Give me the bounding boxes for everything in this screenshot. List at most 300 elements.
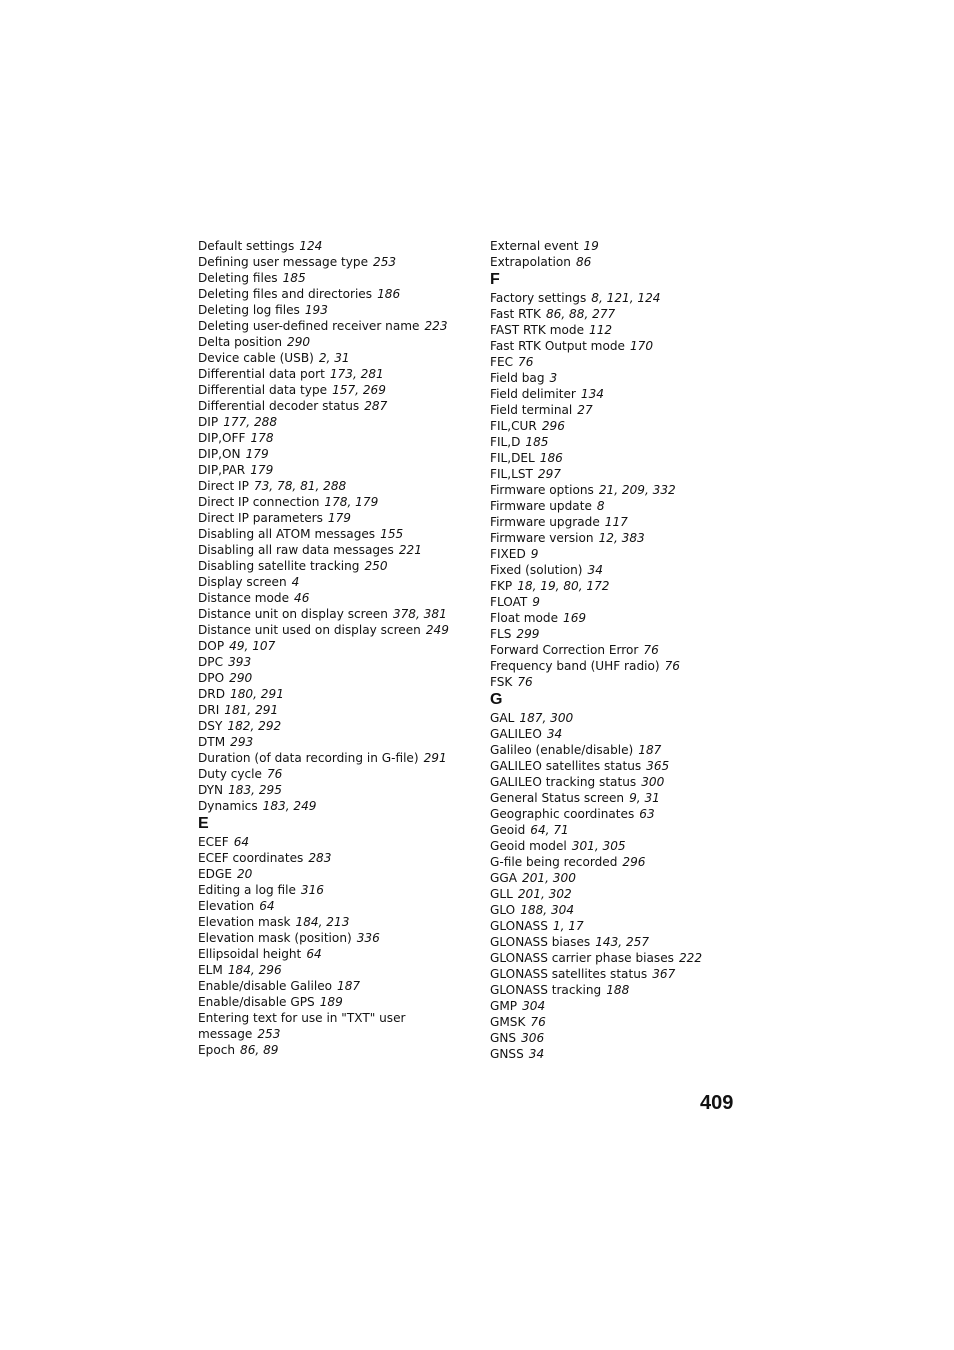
index-term: Geoid bbox=[490, 823, 526, 837]
page-references: 76 bbox=[518, 355, 534, 369]
index-term: DOP bbox=[198, 639, 225, 653]
page-references: 178, 179 bbox=[324, 495, 379, 509]
index-term: GLL bbox=[490, 887, 513, 901]
index-term: Firmware upgrade bbox=[490, 515, 600, 529]
page-references: 1, 17 bbox=[552, 919, 584, 933]
page-references: 12, 383 bbox=[598, 531, 645, 545]
index-entry bbox=[198, 638, 448, 654]
page-references: 76 bbox=[517, 675, 533, 689]
index-entry bbox=[198, 1010, 448, 1042]
index-term: FSK bbox=[490, 675, 513, 689]
page-references: 184, 296 bbox=[227, 963, 282, 977]
index-term: Device cable (USB) bbox=[198, 351, 314, 365]
index-entry bbox=[490, 982, 750, 998]
index-entry bbox=[198, 686, 448, 702]
index-column-right bbox=[490, 238, 750, 1062]
index-entry bbox=[198, 238, 448, 254]
page-references: 221 bbox=[398, 543, 422, 557]
page-references: 189 bbox=[319, 995, 343, 1009]
index-term: GGA bbox=[490, 871, 518, 885]
page-references: 169 bbox=[563, 611, 587, 625]
section-heading-f: F bbox=[490, 271, 500, 288]
section-heading-e: E bbox=[198, 815, 209, 832]
page-references: 283 bbox=[308, 851, 332, 865]
index-term: Dynamics bbox=[198, 799, 258, 813]
index-entry bbox=[198, 898, 448, 914]
page-references: 188, 304 bbox=[520, 903, 575, 917]
index-term: GLONASS satellites status bbox=[490, 967, 648, 981]
page-references: 18, 19, 80, 172 bbox=[517, 579, 610, 593]
page-references: 187, 300 bbox=[519, 711, 574, 725]
index-entry bbox=[198, 718, 448, 734]
index-entry bbox=[490, 354, 750, 370]
page-references: 64 bbox=[306, 947, 322, 961]
index-entry bbox=[490, 450, 750, 466]
page-references: 367 bbox=[652, 967, 676, 981]
page-references: 143, 257 bbox=[595, 935, 650, 949]
index-entry bbox=[198, 622, 448, 638]
index-entry bbox=[198, 302, 448, 318]
page-references: 250 bbox=[364, 559, 388, 573]
index-term: FIL,LST bbox=[490, 467, 533, 481]
page-references: 293 bbox=[230, 735, 254, 749]
page-references: 76 bbox=[664, 659, 680, 673]
page-references: 183, 295 bbox=[228, 783, 282, 797]
index-entry bbox=[198, 798, 448, 814]
index-entry bbox=[198, 318, 448, 334]
index-term: Display screen bbox=[198, 575, 287, 589]
page-references: 179 bbox=[245, 447, 269, 461]
index-term: Deleting files and directories bbox=[198, 287, 373, 301]
index-entry bbox=[490, 434, 750, 450]
index-term: GLONASS carrier phase biases bbox=[490, 951, 674, 965]
index-entry bbox=[490, 306, 750, 322]
index-term: DIP bbox=[198, 415, 219, 429]
index-entry bbox=[490, 726, 750, 742]
index-entry bbox=[198, 850, 448, 866]
index-term: Firmware options bbox=[490, 483, 594, 497]
index-entry bbox=[490, 290, 750, 306]
page-references: 186 bbox=[539, 451, 563, 465]
index-term: Float mode bbox=[490, 611, 559, 625]
index-entry bbox=[198, 978, 448, 994]
index-term: GALILEO bbox=[490, 727, 542, 741]
page-references: 21, 209, 332 bbox=[598, 483, 676, 497]
index-entry bbox=[490, 626, 750, 642]
index-entry bbox=[490, 1014, 750, 1030]
page-references: 316 bbox=[300, 883, 325, 897]
index-entry bbox=[198, 734, 448, 750]
page-references: 180, 291 bbox=[230, 687, 284, 701]
index-entry bbox=[198, 414, 448, 430]
index-entry bbox=[198, 930, 448, 946]
index-term: External event bbox=[490, 239, 579, 253]
page-references: 178 bbox=[250, 431, 274, 445]
index-entry bbox=[490, 370, 750, 386]
index-entry bbox=[198, 382, 448, 398]
index-term: Firmware version bbox=[490, 531, 594, 545]
index-entry bbox=[198, 1042, 448, 1058]
index-entry bbox=[198, 882, 448, 898]
index-entry bbox=[198, 334, 448, 350]
index-term: GMP bbox=[490, 999, 518, 1013]
page-references: 49, 107 bbox=[229, 639, 276, 653]
index-term: Epoch bbox=[198, 1043, 236, 1057]
index-term: FLOAT bbox=[490, 595, 528, 609]
index-term: Distance unit used on display screen bbox=[198, 623, 421, 637]
index-entry bbox=[490, 758, 750, 774]
page-references: 187 bbox=[337, 979, 361, 993]
index-term: Deleting files bbox=[198, 271, 278, 285]
index-term: Forward Correction Error bbox=[490, 643, 639, 657]
index-entry bbox=[490, 918, 750, 934]
index-term: Distance unit on display screen bbox=[198, 607, 388, 621]
index-term: Direct IP bbox=[198, 479, 249, 493]
index-entry bbox=[490, 774, 750, 790]
index-term: Enable/disable GPS bbox=[198, 995, 315, 1009]
index-entry bbox=[198, 542, 448, 558]
page-references: 300 bbox=[641, 775, 665, 789]
page-references: 183, 249 bbox=[262, 799, 317, 813]
page-references: 20 bbox=[236, 867, 253, 881]
index-term: DPO bbox=[198, 671, 225, 685]
index-entry bbox=[198, 462, 448, 478]
index-entry bbox=[490, 254, 750, 270]
index-entry bbox=[490, 546, 750, 562]
index-entry bbox=[490, 610, 750, 626]
index-entry bbox=[490, 806, 750, 822]
index-entry bbox=[490, 1046, 750, 1062]
index-entry bbox=[490, 642, 750, 658]
index-entry bbox=[198, 574, 448, 590]
index-term: Defining user message type bbox=[198, 255, 369, 269]
page-references: 134 bbox=[580, 387, 604, 401]
page-references: 8, 121, 124 bbox=[591, 291, 661, 305]
index-term: DPC bbox=[198, 655, 224, 669]
index-term: Fast RTK Output mode bbox=[490, 339, 625, 353]
page-references: 185 bbox=[525, 435, 549, 449]
index-entry bbox=[490, 966, 750, 982]
index-term: Entering text for use in "TXT" user message bbox=[198, 1011, 406, 1041]
index-term: Duty cycle bbox=[198, 767, 262, 781]
page-references: 186 bbox=[377, 287, 401, 301]
index-entry bbox=[490, 886, 750, 902]
index-term: GALILEO satellites status bbox=[490, 759, 642, 773]
index-term: Fixed (solution) bbox=[490, 563, 583, 577]
page-references: 193 bbox=[304, 303, 328, 317]
index-entry bbox=[490, 658, 750, 674]
page-references: 296 bbox=[541, 419, 565, 433]
index-term: Differential data type bbox=[198, 383, 328, 397]
page-references: 8 bbox=[596, 499, 605, 513]
index-term: FIL,CUR bbox=[490, 419, 537, 433]
page-references: 185 bbox=[282, 271, 306, 285]
page-references: 76 bbox=[643, 643, 659, 657]
index-term: ELM bbox=[198, 963, 223, 977]
index-term: GLO bbox=[490, 903, 516, 917]
page-references: 73, 78, 81, 288 bbox=[253, 479, 347, 493]
index-term: Disabling all ATOM messages bbox=[198, 527, 376, 541]
index-entry bbox=[490, 238, 750, 254]
page-references: 64 bbox=[259, 899, 275, 913]
index-entry bbox=[490, 674, 750, 690]
page-references: 170 bbox=[629, 339, 654, 353]
page-references: 46 bbox=[294, 591, 310, 605]
index-entry bbox=[490, 578, 750, 594]
index-term: Direct IP parameters bbox=[198, 511, 323, 525]
page-references: 290 bbox=[229, 671, 253, 685]
index-term: EDGE bbox=[198, 867, 232, 881]
page-references: 76 bbox=[266, 767, 283, 781]
page-references: 157, 269 bbox=[332, 383, 386, 397]
index-term: DYN bbox=[198, 783, 224, 797]
index-entry bbox=[490, 934, 750, 950]
index-term: DSY bbox=[198, 719, 223, 733]
page-references: 177, 288 bbox=[223, 415, 278, 429]
index-term: Frequency band (UHF radio) bbox=[490, 659, 660, 673]
index-entry bbox=[490, 594, 750, 610]
index-entry bbox=[490, 838, 750, 854]
index-term: DIP,OFF bbox=[198, 431, 246, 445]
index-column-left bbox=[198, 238, 448, 1058]
index-term: Disabling all raw data messages bbox=[198, 543, 394, 557]
page-references: 112 bbox=[589, 323, 613, 337]
page-references: 306 bbox=[521, 1031, 545, 1045]
index-entry bbox=[198, 350, 448, 366]
page-references: 222 bbox=[678, 951, 703, 965]
index-entry bbox=[198, 962, 448, 978]
index-entry bbox=[490, 322, 750, 338]
page-references: 393 bbox=[228, 655, 252, 669]
page-references: 253 bbox=[373, 255, 397, 269]
index-term: Differential decoder status bbox=[198, 399, 360, 413]
index-term: Delta position bbox=[198, 335, 283, 349]
page-references: 3 bbox=[549, 371, 558, 385]
page-references: 378, 381 bbox=[392, 607, 447, 621]
index-term: G-file being recorded bbox=[490, 855, 618, 869]
index-term: DRD bbox=[198, 687, 226, 701]
index-entry bbox=[198, 606, 448, 622]
index-term: GAL bbox=[490, 711, 515, 725]
index-entry bbox=[490, 418, 750, 434]
index-term: Direct IP connection bbox=[198, 495, 320, 509]
index-entry bbox=[198, 558, 448, 574]
index-term: Galileo (enable/disable) bbox=[490, 743, 634, 757]
index-term: GLONASS tracking bbox=[490, 983, 602, 997]
index-term: FIXED bbox=[490, 547, 526, 561]
index-entry bbox=[198, 590, 448, 606]
index-term: Field terminal bbox=[490, 403, 573, 417]
index-entry bbox=[198, 446, 448, 462]
index-entry bbox=[198, 994, 448, 1010]
index-term: Geographic coordinates bbox=[490, 807, 635, 821]
index-entry bbox=[490, 338, 750, 354]
index-term: Factory settings bbox=[490, 291, 587, 305]
page-references: 181, 291 bbox=[224, 703, 279, 717]
index-term: FAST RTK mode bbox=[490, 323, 585, 337]
index-entry bbox=[490, 466, 750, 482]
page-references: 27 bbox=[577, 403, 593, 417]
index-entry bbox=[490, 386, 750, 402]
page-references: 9 bbox=[532, 595, 540, 609]
page-references: 287 bbox=[364, 399, 388, 413]
index-entry bbox=[490, 710, 750, 726]
page-references: 124 bbox=[299, 239, 323, 253]
page-references: 291 bbox=[423, 751, 447, 765]
index-entry bbox=[198, 430, 448, 446]
index-term: Field delimiter bbox=[490, 387, 576, 401]
index-entry bbox=[490, 854, 750, 870]
index-entry bbox=[490, 498, 750, 514]
index-term: Extrapolation bbox=[490, 255, 571, 269]
index-term: Deleting user-defined receiver name bbox=[198, 319, 420, 333]
page-references: 365 bbox=[646, 759, 670, 773]
index-entry bbox=[198, 398, 448, 414]
index-entry bbox=[490, 822, 750, 838]
index-term: Default settings bbox=[198, 239, 295, 253]
index-term: FLS bbox=[490, 627, 512, 641]
index-term: Firmware update bbox=[490, 499, 592, 513]
index-entry bbox=[198, 510, 448, 526]
page-references: 253 bbox=[257, 1027, 281, 1041]
page-references: 304 bbox=[522, 999, 546, 1013]
index-entry bbox=[198, 286, 448, 302]
page-references: 63 bbox=[639, 807, 655, 821]
index-term: FEC bbox=[490, 355, 514, 369]
index-term: GNS bbox=[490, 1031, 517, 1045]
page-references: 297 bbox=[537, 467, 562, 481]
page-references: 64, 71 bbox=[530, 823, 569, 837]
index-term: Geoid model bbox=[490, 839, 567, 853]
index-term: Enable/disable Galileo bbox=[198, 979, 333, 993]
page-references: 299 bbox=[516, 627, 540, 641]
page-references: 201, 302 bbox=[517, 887, 572, 901]
index-entry bbox=[198, 270, 448, 286]
page-references: 19 bbox=[583, 239, 599, 253]
index-entry bbox=[198, 914, 448, 930]
page-references: 86 bbox=[575, 255, 592, 269]
index-entry bbox=[198, 494, 448, 510]
index-entry bbox=[490, 482, 750, 498]
index-term: Elevation mask (position) bbox=[198, 931, 352, 945]
index-term: DIP,ON bbox=[198, 447, 241, 461]
page-references: 86, 88, 277 bbox=[545, 307, 616, 321]
index-term: Field bag bbox=[490, 371, 545, 385]
index-term: Fast RTK bbox=[490, 307, 541, 321]
index-entry bbox=[198, 478, 448, 494]
index-entry bbox=[490, 1030, 750, 1046]
index-term: ECEF bbox=[198, 835, 229, 849]
index-term: FIL,D bbox=[490, 435, 521, 449]
page-references: 117 bbox=[604, 515, 628, 529]
page-number: 409 bbox=[700, 1092, 734, 1114]
page-references: 179 bbox=[327, 511, 351, 525]
page-references: 301, 305 bbox=[571, 839, 626, 853]
index-entry bbox=[198, 254, 448, 270]
section-heading-g: G bbox=[490, 691, 503, 708]
index-entry bbox=[490, 742, 750, 758]
index-term: FKP bbox=[490, 579, 513, 593]
page-references: 179 bbox=[250, 463, 274, 477]
page-references: 182, 292 bbox=[227, 719, 282, 733]
index-term: Differential data port bbox=[198, 367, 325, 381]
index-term: Disabling satellite tracking bbox=[198, 559, 360, 573]
page-references: 9, 31 bbox=[629, 791, 660, 805]
index-term: DRI bbox=[198, 703, 220, 717]
index-term: Ellipsoidal height bbox=[198, 947, 302, 961]
index-term: Elevation mask bbox=[198, 915, 291, 929]
page-references: 34 bbox=[587, 563, 603, 577]
index-entry bbox=[198, 366, 448, 382]
index-term: DTM bbox=[198, 735, 226, 749]
page-references: 2, 31 bbox=[318, 351, 350, 365]
index-entry bbox=[490, 870, 750, 886]
index-term: Distance mode bbox=[198, 591, 290, 605]
index-term: Duration (of data recording in G-file) bbox=[198, 751, 419, 765]
page-references: 86, 89 bbox=[240, 1043, 279, 1057]
index-term: Deleting log files bbox=[198, 303, 300, 317]
index-entry bbox=[198, 702, 448, 718]
index-entry bbox=[490, 902, 750, 918]
page-references: 173, 281 bbox=[329, 367, 384, 381]
index-entry bbox=[490, 998, 750, 1014]
index-entry bbox=[198, 766, 448, 782]
page-references: 34 bbox=[528, 1047, 545, 1061]
index-entry bbox=[198, 526, 448, 542]
index-entry bbox=[198, 654, 448, 670]
page-references: 155 bbox=[380, 527, 404, 541]
index-entry bbox=[198, 834, 448, 850]
page-references: 34 bbox=[546, 727, 563, 741]
index-term: DIP,PAR bbox=[198, 463, 246, 477]
page-references: 76 bbox=[530, 1015, 546, 1029]
page-references: 249 bbox=[425, 623, 449, 637]
index-entry bbox=[198, 782, 448, 798]
index-entry bbox=[490, 402, 750, 418]
index-term: GLONASS bbox=[490, 919, 548, 933]
page-references: 223 bbox=[424, 319, 448, 333]
page-references: 336 bbox=[356, 931, 380, 945]
page-references: 9 bbox=[530, 547, 539, 561]
page-references: 4 bbox=[291, 575, 300, 589]
index-term: Elevation bbox=[198, 899, 255, 913]
page-references: 296 bbox=[622, 855, 646, 869]
index-term: GLONASS biases bbox=[490, 935, 591, 949]
index-term: General Status screen bbox=[490, 791, 625, 805]
index-term: GNSS bbox=[490, 1047, 524, 1061]
index-term: GALILEO tracking status bbox=[490, 775, 637, 789]
index-entry bbox=[490, 530, 750, 546]
index-term: FIL,DEL bbox=[490, 451, 535, 465]
page-references: 188 bbox=[606, 983, 630, 997]
page-references: 64 bbox=[233, 835, 250, 849]
index-entry bbox=[198, 670, 448, 686]
index-entry bbox=[198, 866, 448, 882]
index-term: ECEF coordinates bbox=[198, 851, 304, 865]
index-entry bbox=[490, 950, 750, 966]
page-references: 187 bbox=[638, 743, 662, 757]
index-entry bbox=[490, 514, 750, 530]
page-references: 201, 300 bbox=[522, 871, 576, 885]
index-term: GMSK bbox=[490, 1015, 526, 1029]
index-entry bbox=[198, 946, 448, 962]
page-references: 290 bbox=[287, 335, 311, 349]
index-entry bbox=[490, 562, 750, 578]
index-entry bbox=[490, 790, 750, 806]
index-entry bbox=[198, 750, 448, 766]
page-references: 184, 213 bbox=[295, 915, 350, 929]
index-term: Editing a log file bbox=[198, 883, 296, 897]
